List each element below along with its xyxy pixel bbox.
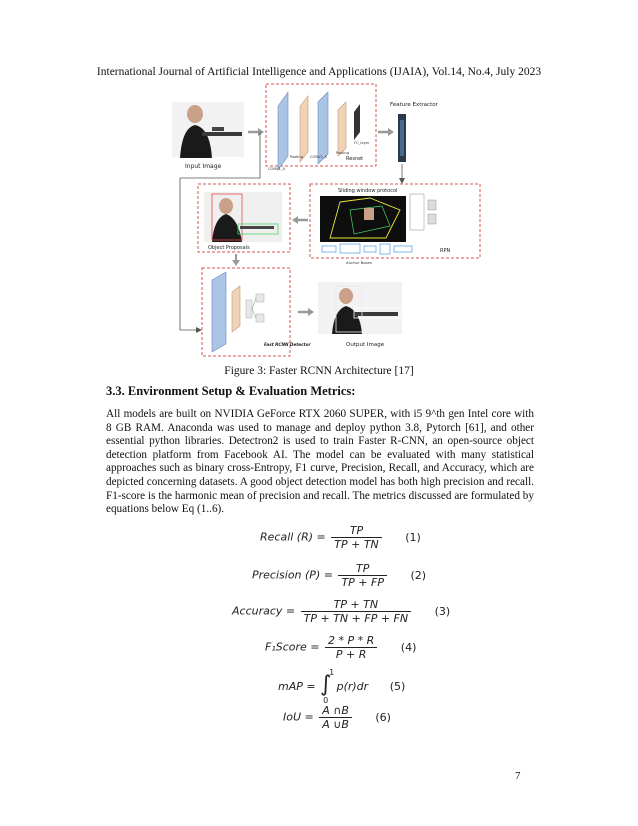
conv1-layer [278,92,288,170]
equation-6: IoU = $\frac{A \cap B}{A \cup B}$ (6) [283,704,391,731]
svg-text:Resnet: Resnet [346,156,364,162]
pool1-layer [300,96,308,162]
svg-text:Anchor Boxes: Anchor Boxes [346,260,372,265]
svg-text:Object Proposals: Object Proposals [208,245,250,251]
svg-text:Output Image: Output Image [346,342,385,348]
equation-3: Accuracy = $\frac{TP + TN}{TP + TN + FP + FN}$ (3) [232,598,451,625]
equation-4: F₁Score = $\frac{2 * P * R}{P + R}$ (4) [265,634,417,661]
svg-text:Pooling: Pooling [336,151,349,155]
input-image-label: Input Image [185,163,222,170]
sliding-window-image [320,196,406,242]
body-paragraph: All models are built on NVIDIA GeForce RTX 2060 SUPER, with i5 9^th gen Intel core with 8 GB RAM. Anaconda was used to manage and deploy python 3.8, Pytorch [61], and other essential python libraries. Detectron2 is used to train Faster R-CNN, an open-source object detection platform from Facebook AI. The model can be evaluated with many statistical approaches such as binary cross-Entropy, F1 curve, Precision, Recall, and Accuracy, which are depicted concerning datasets. A good object detection model has both high precision and recall. F1-score is the harmonic mean of precision and recall. The metrics discussed are formulated by equations below Eq (1..6). [106,408,534,516]
svg-text:Sliding window protocol: Sliding window protocol [338,188,398,194]
feature-extractor-label: Feature Extractor [390,102,438,108]
svg-text:CONV1_X: CONV1_X [268,167,286,171]
anchor-boxes [322,244,412,254]
output-image [318,282,402,334]
svg-text:RPN: RPN [440,248,451,254]
fc-layer [354,104,360,140]
svg-text:CONV2_X: CONV2_X [310,155,328,159]
equation-5: mAP = ∫ 1 0 p(r)dr (5) [278,668,406,705]
faster-rcnn-figure [150,80,490,365]
svg-text:FC_layer: FC_layer [354,141,370,145]
input-image [172,102,244,158]
svg-text:Fast RCNN Detector: Fast RCNN Detector [264,342,311,347]
figure-caption: Figure 3: Faster RCNN Architecture [17] [224,365,414,377]
svg-text:Pooling: Pooling [290,155,303,159]
journal-header: International Journal of Artificial Intelligence and Applications (IJAIA), Vol.14, No.4, July 2023 [96,66,542,78]
conv2-layer [318,92,328,164]
page-number: 7 [515,770,521,782]
equation-1: Recall (R) = $\frac{TP}{TP + TN}$ (1) [260,524,421,551]
equation-2: Precision (P) = $\frac{TP}{TP + FP}$ (2) [252,562,427,589]
section-title: 3.3. Environment Setup & Evaluation Metrics: [106,384,356,398]
pool2-layer [338,102,346,156]
